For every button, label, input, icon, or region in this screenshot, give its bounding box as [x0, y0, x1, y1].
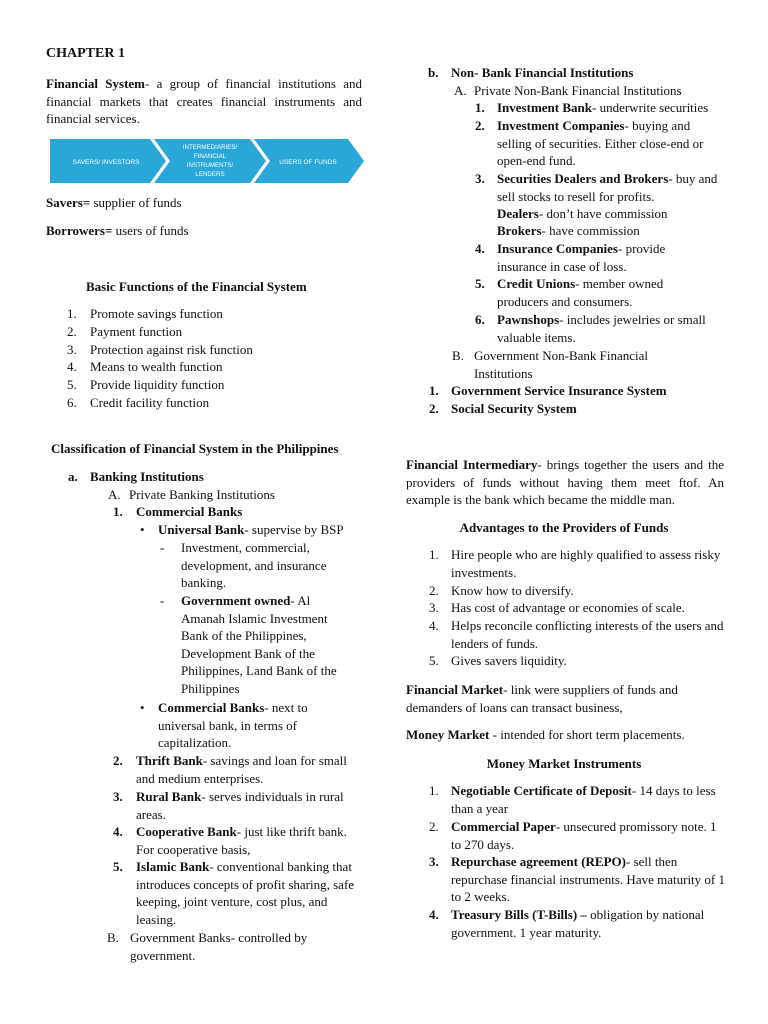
- bullet-icon: •: [140, 700, 145, 715]
- flow-step-3-label: USERS OF FUNDS: [279, 159, 337, 166]
- thrift-bank: [136, 752, 364, 787]
- brokers-line: [497, 222, 640, 240]
- term: Negotiable Certificate of Deposit: [451, 783, 632, 798]
- list-item-text: Credit facility function: [90, 395, 210, 410]
- term: Brokers: [497, 223, 542, 238]
- list-item: [67, 376, 77, 394]
- dealers-line: [497, 205, 668, 223]
- sss: Social Security System: [451, 401, 577, 416]
- text: - don’t have commission: [538, 206, 668, 221]
- text: - includes jewelries or small valuable items.: [497, 312, 706, 345]
- nonbank-item-num: 3.: [475, 171, 485, 186]
- item-number: 3.: [67, 342, 77, 357]
- thrift-text: - savings and loan for small and medium enterprises.: [136, 753, 347, 786]
- investment-bank: [497, 99, 737, 117]
- flow-step-1-label: SAVERS/ INVESTORS: [72, 159, 140, 166]
- item-number: 5.: [67, 377, 77, 392]
- item-number: 1.: [67, 306, 77, 321]
- tbills-item: [451, 906, 741, 941]
- commercial-banks-item: [158, 699, 328, 752]
- list-item: [67, 394, 77, 412]
- term: Commercial Paper: [451, 819, 556, 834]
- item-number: 5.: [429, 653, 439, 668]
- thrift-num: 2.: [113, 753, 123, 768]
- list-item-text: Know how to diversify.: [451, 583, 574, 598]
- private-banking-title: Private Banking Institutions: [129, 487, 275, 502]
- text: - underwrite securities: [592, 100, 709, 115]
- list-item-text: Has cost of advantage or economies of scale.: [451, 600, 685, 615]
- universal-term: Universal Bank: [158, 522, 245, 537]
- item-number: 6.: [67, 395, 77, 410]
- rural-num: 3.: [113, 789, 123, 804]
- list-item-text: Means to wealth function: [90, 359, 223, 374]
- universal-text: - supervise by BSP: [244, 522, 344, 537]
- commercial-num: 1.: [113, 504, 123, 519]
- securities-dealers: [497, 170, 727, 205]
- banking-title: Banking Institutions: [90, 469, 204, 484]
- term: Securities Dealers and Brokers: [497, 171, 669, 186]
- classification-title: Classification of Financial System in the Philippines: [51, 441, 339, 456]
- insurance-companies: [497, 240, 707, 275]
- gov-item-num: 2.: [429, 401, 439, 416]
- flow-step-2-label-line2: FINANCIAL: [193, 153, 227, 160]
- money-market-text: - intended for short term placements.: [489, 727, 685, 742]
- term: Pawnshops: [497, 312, 560, 327]
- ncd-item: [451, 782, 726, 817]
- gsis: Government Service Insurance System: [451, 383, 667, 398]
- list-item-text: Promote savings function: [90, 306, 223, 321]
- money-market-term: Money Market: [406, 727, 490, 742]
- coop-text: - just like thrift bank. For cooperative basis,: [136, 824, 347, 857]
- item-number: 1.: [429, 547, 439, 562]
- dash-icon: -: [160, 593, 165, 608]
- intermediary-text: - brings together the users and the providers of funds without having them meet ftof. An example is the bank which became the middle man.: [406, 457, 724, 507]
- islamic-bank: [136, 858, 364, 928]
- rural-term: Rural Bank: [136, 789, 202, 804]
- list-item-text: Helps reconcile conflicting interests of the users and lenders of funds.: [451, 618, 724, 651]
- term: Repurchase agreement (REPO): [451, 854, 626, 869]
- private-nonbank-title: Private Non-Bank Financial Institutions: [474, 83, 682, 98]
- nonbank-title: Non- Bank Financial Institutions: [451, 65, 634, 80]
- flow-step-2-label-line4: LENDERS: [195, 171, 225, 178]
- financial-market-term: Financial Market: [406, 682, 504, 697]
- list-item: [67, 305, 77, 323]
- item-number: 4.: [67, 359, 77, 374]
- borrowers-term: Borrowers=: [46, 223, 113, 238]
- cooperative-bank: [136, 823, 366, 858]
- commercial-banks-text: - next to universal bank, in terms of capitalization.: [158, 700, 308, 750]
- commercial-title: Commercial Banks: [136, 504, 243, 519]
- investment-companies: [497, 117, 722, 170]
- list-item-text: Payment function: [90, 324, 183, 339]
- gov-banks-label: B.: [107, 930, 119, 945]
- text: obligation by national government. 1 year maturity.: [451, 907, 705, 940]
- government-owned: [181, 592, 353, 697]
- savers-definition: [46, 194, 182, 212]
- list-item-text: Hire people who are highly qualified to assess risky investments.: [451, 547, 721, 580]
- nonbank-item-num: 1.: [475, 100, 485, 115]
- text: - member owned producers and consumers.: [497, 276, 664, 309]
- text: - sell then repurchase financial instruments. Have maturity of 1 to 2 weeks.: [451, 854, 725, 904]
- pawnshops: [497, 311, 732, 346]
- intermediary-term: Financial Intermediary: [406, 457, 538, 472]
- private-nonbank-label: A.: [454, 83, 467, 98]
- nonbank-item-num: 2.: [475, 118, 485, 133]
- gov-nonbank-title: Government Non-Bank Financial Institutions: [474, 348, 649, 381]
- list-item-text: Provide liquidity function: [90, 377, 225, 392]
- savers-term: Savers=: [46, 195, 91, 210]
- financial-market-text: - link were suppliers of funds and demanders of loans can transact business,: [406, 682, 678, 715]
- term: Dealers: [497, 206, 539, 221]
- nonbank-item-num: 6.: [475, 312, 485, 327]
- item-number: 2.: [67, 324, 77, 339]
- financial-system-text: - a group of financial institutions and financial markets that creates financial instruments and financial services.: [46, 76, 362, 126]
- flow-step-2-label-line1: INTERMEDIARIES/: [182, 144, 238, 151]
- list-item: [67, 358, 77, 376]
- list-item: [67, 341, 77, 359]
- borrowers-definition: [46, 222, 189, 240]
- list-item-text: Protection against risk function: [90, 342, 253, 357]
- rural-text: - serves individuals in rural areas.: [136, 789, 344, 822]
- list-item: [67, 323, 77, 341]
- money-market-definition: [406, 726, 726, 744]
- savers-text: supplier of funds: [90, 195, 182, 210]
- nonbank-label: b.: [428, 65, 439, 80]
- islamic-text: - conventional banking that introduces concepts of profit sharing, safe keeping, joint venture, cost plus, and leasing.: [136, 859, 355, 927]
- chapter-heading: CHAPTER 1: [46, 46, 125, 61]
- text: - have commission: [541, 223, 640, 238]
- flow-step-2-label-line3: INSTRUMENTS/: [186, 162, 234, 169]
- gov-banks-text: Government Banks- controlled by government.: [130, 930, 308, 963]
- term: Credit Unions: [497, 276, 576, 291]
- financial-system-definition: [46, 75, 362, 128]
- text: - buying and selling of securities. Either close-end or open-end fund.: [497, 118, 704, 168]
- borrowers-text: users of funds: [112, 223, 189, 238]
- nonbank-item-num: 4.: [475, 241, 485, 256]
- thrift-term: Thrift Bank: [136, 753, 203, 768]
- gov-item-num: 1.: [429, 383, 439, 398]
- item-number: 2.: [429, 819, 439, 834]
- term: Investment Companies: [497, 118, 625, 133]
- coop-num: 4.: [113, 824, 123, 839]
- item-number: 3.: [429, 600, 439, 615]
- rural-bank: [136, 788, 364, 823]
- financial-intermediary-definition: [406, 456, 724, 509]
- item-number: 1.: [429, 783, 439, 798]
- gov-owned-text: - Al Amanah Islamic Investment Bank of the Philippines, Development Bank of the Philippines, Land Bank of the Philippines: [181, 593, 337, 696]
- repo-item: [451, 853, 726, 906]
- item-number: 3.: [429, 854, 439, 869]
- advantages-title: Advantages to the Providers of Funds: [459, 520, 669, 535]
- text: - 14 days to less than a year: [451, 783, 716, 816]
- commercial-banks-term: Commercial Banks: [158, 700, 265, 715]
- list-item-text: Gives savers liquidity.: [451, 653, 567, 668]
- bullet-icon: •: [140, 522, 145, 537]
- universal-bank: [158, 521, 358, 539]
- mm-instruments-title: Money Market Instruments: [486, 756, 642, 771]
- text: - provide insurance in case of loss.: [497, 241, 666, 274]
- credit-unions: [497, 275, 697, 310]
- gov-nonbank-label: B.: [452, 348, 464, 363]
- dash-icon: -: [160, 540, 165, 555]
- term: Insurance Companies: [497, 241, 618, 256]
- basic-functions-title: Basic Functions of the Financial System: [86, 279, 307, 294]
- universal-sub-1: Investment, commercial, development, and insurance banking.: [181, 540, 327, 590]
- nonbank-item-num: 5.: [475, 276, 485, 291]
- islamic-num: 5.: [113, 859, 123, 874]
- financial-market-definition: [406, 681, 716, 716]
- commercial-paper-item: [451, 818, 721, 853]
- financial-system-term: Financial System: [46, 76, 146, 91]
- coop-term: Cooperative Bank: [136, 824, 237, 839]
- gov-owned-term: Government owned: [181, 593, 291, 608]
- banking-label: a.: [68, 469, 78, 484]
- term: Treasury Bills (T-Bills) –: [451, 907, 587, 922]
- flow-diagram: [50, 137, 364, 185]
- item-number: 4.: [429, 907, 439, 922]
- item-number: 4.: [429, 618, 439, 633]
- private-banking-label: A.: [108, 487, 121, 502]
- text: - unsecured promissory note. 1 to 270 days.: [451, 819, 717, 852]
- term: Investment Bank: [497, 100, 592, 115]
- item-number: 2.: [429, 583, 439, 598]
- islamic-term: Islamic Bank: [136, 859, 210, 874]
- text: - buy and sell stocks to resell for profits.: [497, 171, 718, 204]
